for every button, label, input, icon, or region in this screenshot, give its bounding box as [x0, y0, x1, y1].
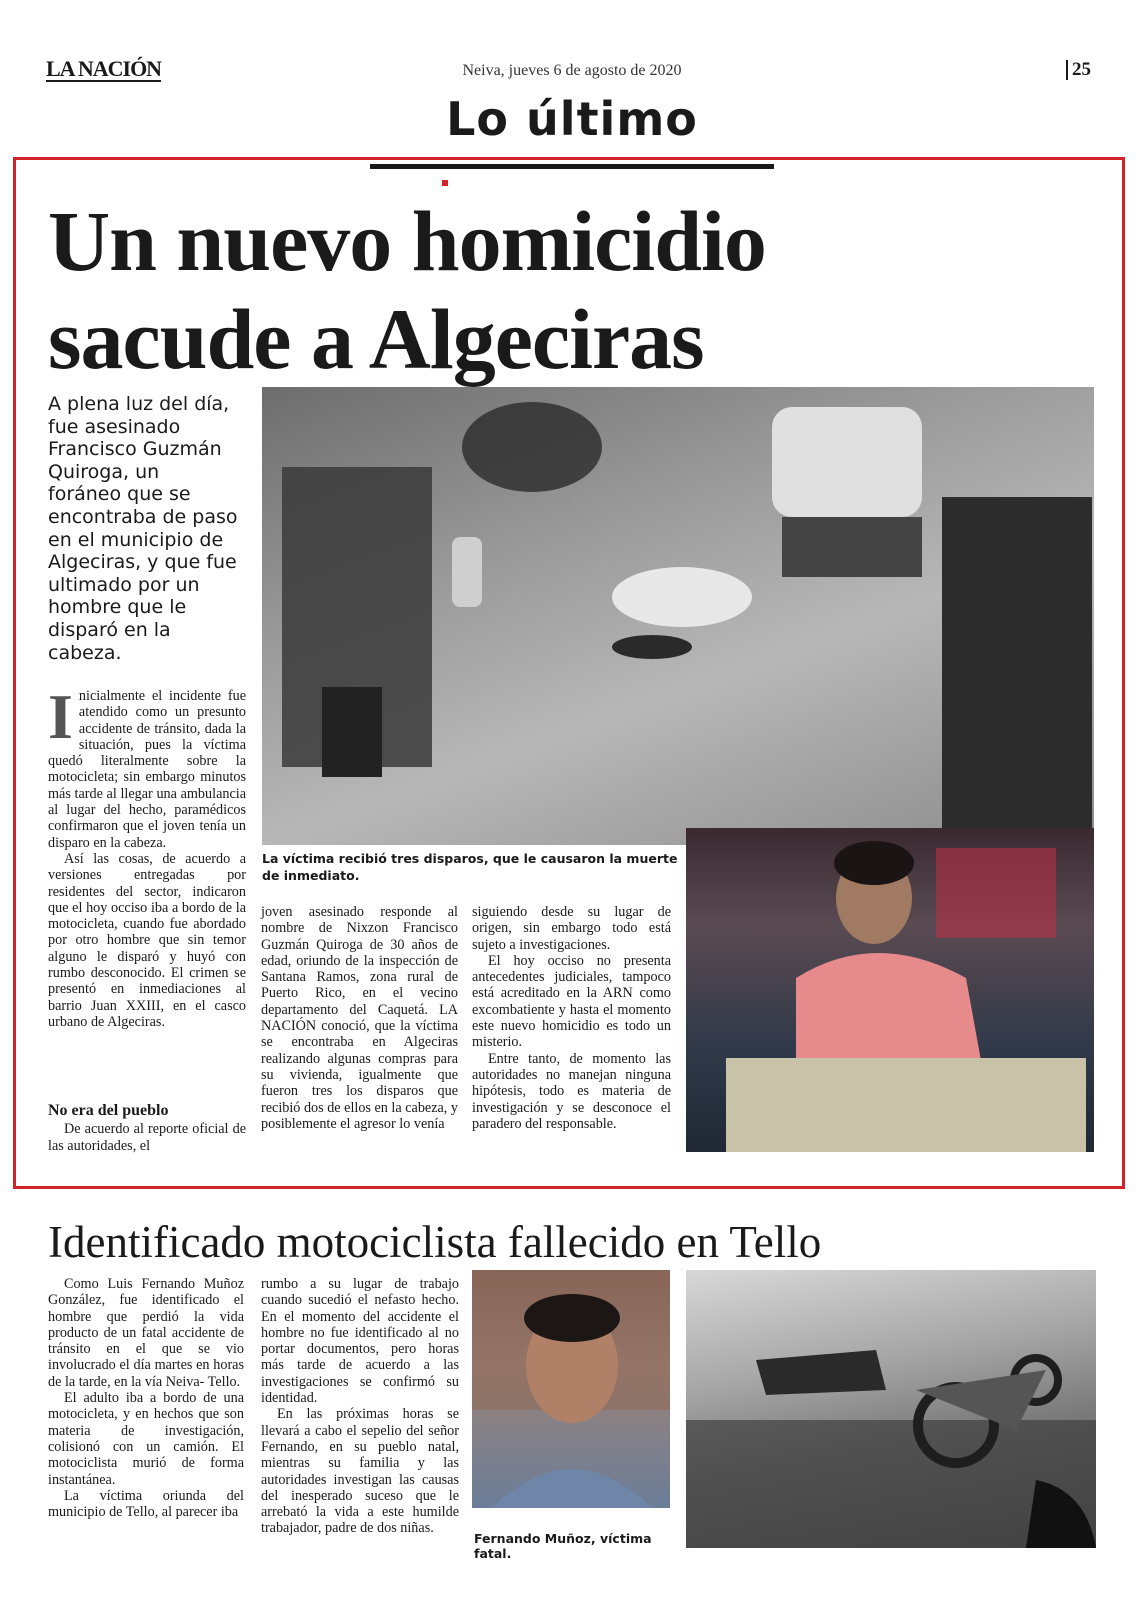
paragraph: Entre tanto, de momento las autoridades no manejan ninguna hipótesis, todo es materia de investigación y se desconoce el paradero del responsable.: [472, 1050, 671, 1132]
section-title: Lo último: [446, 92, 698, 146]
paragraph: El hoy occiso no presenta antecedentes judiciales, tampoco está acreditado en la ARN como excombatiente y hasta el momento este nuevo homicidio es todo un misterio.: [472, 952, 671, 1051]
paragraph: Como Luis Fernando Muñoz González, fue identificado el hombre que perdió la vida producto de un fatal accidente de tránsito en el que se vio involucrado el día martes en horas de la tarde, en la vía Neiva- Tello.: [48, 1276, 244, 1390]
crash-scene-photo: [686, 1270, 1096, 1548]
headline: Un nuevo homicidio sacude a Algeciras: [48, 193, 766, 387]
paragraph: siguiendo desde su lugar de origen, sin embargo todo está sujeto a investigaciones.: [472, 904, 671, 953]
paragraph: joven asesinado responde al nombre de Nixzon Francisco Guzmán Quiroga de 30 años de edad, oriundo de la inspección de Santana Ramos, zona rural de Puerto Rico, en el vecino departamento del Caquetá. LA NACIÓN conoció, que la víctima se encontraba en Algeciras realizando algunas compras para su vivienda, igualmente que fueron tres los disparos que recibió dos de ellos en la cabeza, y posiblemente el agresor lo venía: [261, 904, 458, 1132]
paragraph: En las próximas horas se llevará a cabo el sepelio del señor Fernando, en su pueblo natal, mientras su familia y las autoridades investigan las causas del inesperado suceso que le arrebató la vida a este humilde trabajador, padre de dos niñas.: [261, 1406, 459, 1537]
secondary-column-1: [48, 1276, 244, 1520]
article-column-1: [48, 681, 246, 1030]
page-number: 25: [1066, 60, 1091, 80]
paragraph: De acuerdo al reporte oficial de las autoridades, el: [48, 1121, 246, 1154]
paragraph: El adulto iba a bordo de una motocicleta, y en hechos que son materia de investigación, colisionó con un camión. El motociclista murió de forma instantánea.: [48, 1390, 244, 1488]
victim-portrait-photo: [686, 828, 1094, 1152]
masthead-logo: LA NACIÓN: [46, 56, 162, 81]
motorcyclist-portrait-photo: [472, 1270, 670, 1508]
lead-paragraph: A plena luz del día, fue asesinado Francisco Guzmán Quiroga, un foráneo que se encontraba de paso en el municipio de Algeciras, y que fue ultimado por un hombre que le disparó en la cabeza.: [48, 393, 238, 664]
article-column-3: [472, 904, 671, 1132]
paragraph: nicialmente el incidente fue atendido como un presunto accidente de tránsito, dada la situación, pues la víctima quedó literalmente sobre la motocicleta; sin embargo minutos más tarde al llegar una ambulancia al lugar del hecho, paramédicos confirmaron que el joven tenía un disparo en la cabeza.: [48, 688, 246, 851]
dateline: Neiva, jueves 6 de agosto de 2020: [462, 62, 682, 79]
crime-scene-photo: [262, 387, 1094, 845]
article-column-1-continued: [48, 1103, 246, 1154]
paragraph: Así las cosas, de acuerdo a versiones entregadas por residentes del sector, indicaron que el hoy occiso iba a bordo de la motocicleta, cuando fue abordado por otro hombre que sin temor alguno le disparó y huyó con rumbo desconocido. El crimen se presentó en inmediaciones al barrio Juan XXIII, en el casco urbano de Algeciras.: [48, 850, 246, 1030]
photo-caption: La víctima recibió tres disparos, que le causaron la muerte de inmediato.: [262, 851, 678, 883]
paragraph: La víctima oriunda del municipio de Tello, al parecer iba: [48, 1487, 244, 1521]
secondary-headline: Identificado motociclista fallecido en Tello: [48, 1217, 822, 1267]
paragraph: rumbo a su lugar de trabajo cuando sucedió el nefasto hecho. En el momento del accidente el hombre no fue identificado al no portar documentos, pero horas más tarde de acuerdo a las investigaciones se confirmó su identidad.: [261, 1276, 459, 1407]
subheading: No era del pueblo: [48, 1102, 169, 1119]
article-column-2: [261, 904, 458, 1132]
secondary-column-2: [261, 1276, 459, 1537]
accent-mark: [442, 180, 448, 186]
dropcap: I: [48, 681, 73, 752]
photo-caption: Fernando Muñoz, víctima fatal.: [474, 1531, 652, 1561]
